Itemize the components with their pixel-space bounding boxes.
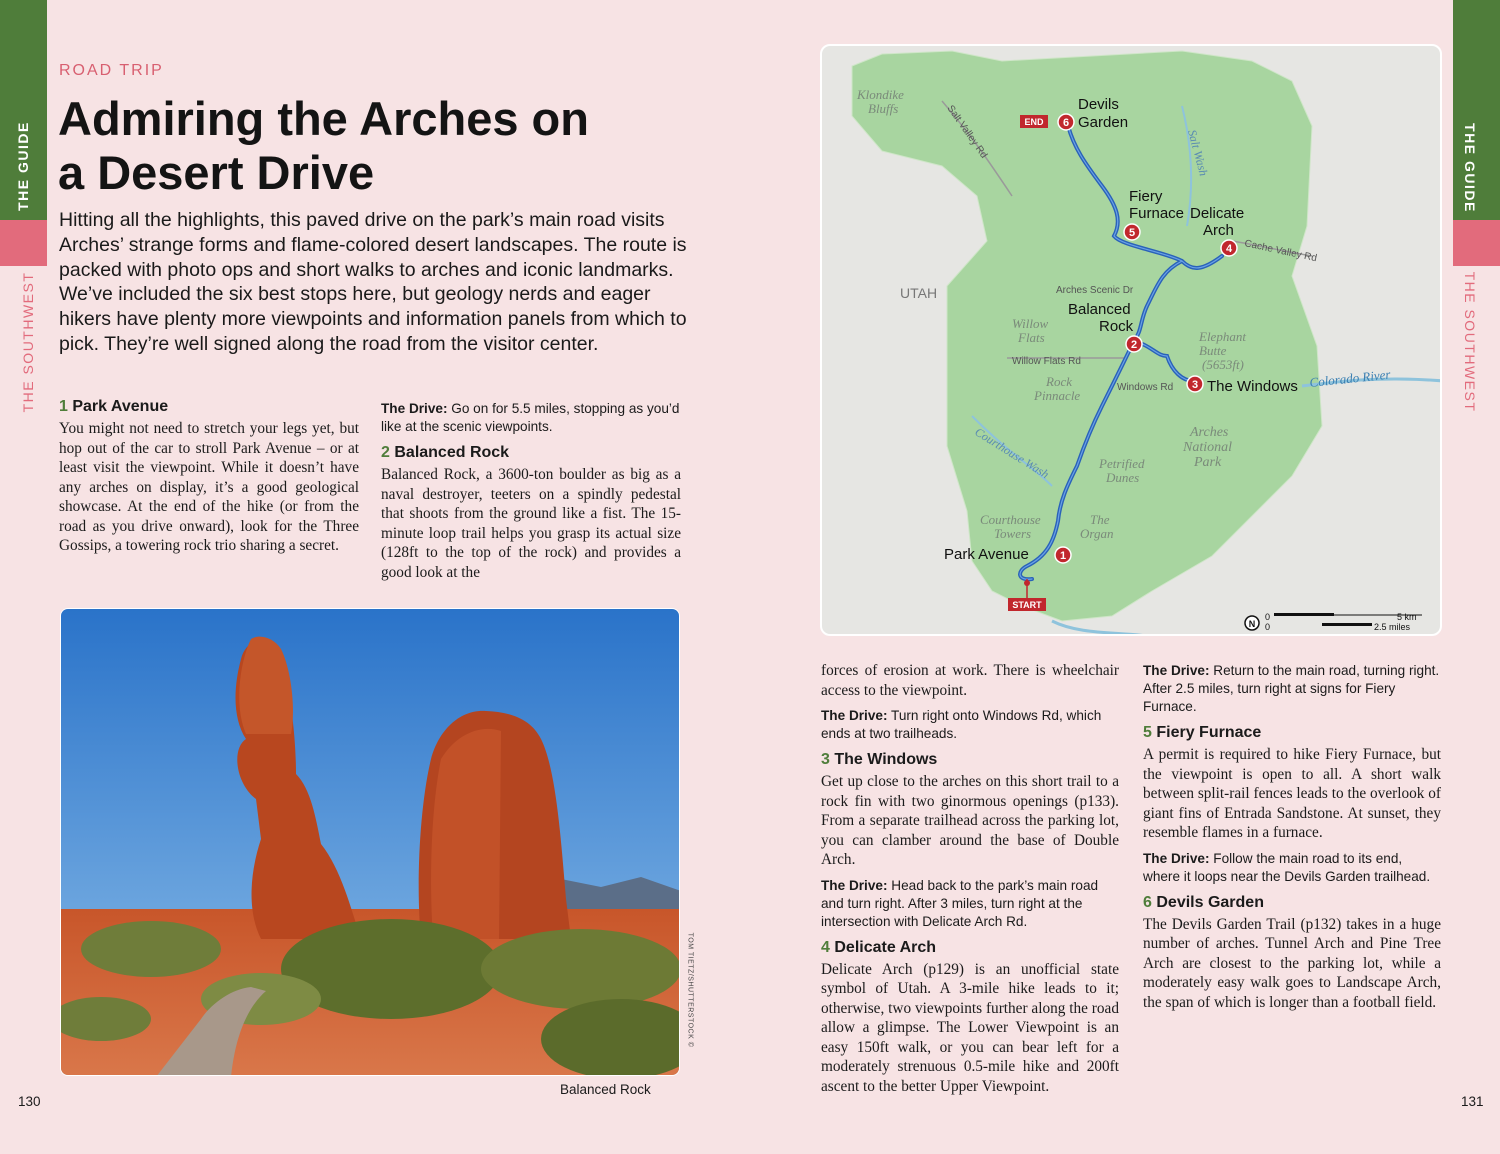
column-stop-1 [59,398,359,556]
column-stop-2 [381,400,681,582]
stop-name: Balanced Rock [394,444,510,461]
map-label-courthouse-wash: Courthouse Wash [972,424,1052,482]
map-label-dunes: Dunes [1106,470,1140,485]
map-label-organ: Organ [1080,526,1114,541]
svg-text:1: 1 [1059,550,1067,562]
map-label-park-avenue: Park Avenue [944,546,1029,563]
drive-note [381,400,681,436]
stop-body: Delicate Arch (p129) is an unofficial state symbol of Utah. A 3-mile hike leads to it; otherwise, two viewpoints further along the road allow a glimpse. The Lower Viewpoint is an easy 150ft walk, or you can bear left for a moderately strenuous 0.5-mile hike and 200ft ascent to the better Upper Viewpoint. [821,960,1119,1095]
stop-heading [821,939,1119,957]
stop-number: 3 [821,751,830,768]
stop-number: 6 [1143,893,1152,911]
page-number-left: 130 [18,1094,41,1109]
stop-name: Park Avenue [72,398,169,415]
scale-mi: 2.5 miles [1374,622,1411,632]
svg-text:6: 6 [1062,117,1070,129]
column-stop-5-6 [1143,662,1441,1012]
map-label-rock-area: Rock [1046,374,1072,389]
drive-note [1143,850,1441,886]
side-label-guide: THE GUIDE [15,121,31,211]
drive-text: Return to the main road, turning right. After 2.5 miles, turn right at signs for Fiery Furnace. [1143,663,1440,714]
map-label-the-windows: The Windows [1207,378,1298,395]
map-label-courthouse: Courthouse [980,512,1041,527]
map-label-delicate: Delicate [1190,205,1245,222]
map-label-fiery: Fiery [1129,188,1163,205]
map-start-label: START [1012,600,1042,610]
column-stop-3-4 [821,661,1119,1096]
side-label-guide: THE GUIDE [1462,123,1478,213]
stop-name: The Windows [834,751,938,768]
photo-caption: Balanced Rock [560,1082,651,1097]
drive-label: The Drive: [821,877,888,893]
map-label-towers: Towers [994,526,1032,541]
map-label-salt-valley-rd: Salt Valley Rd [944,103,990,161]
stop-name: Devils Garden [1156,893,1264,911]
stop-number: 1 [59,398,68,415]
stop-body: A permit is required to hike Fiery Furnace, but the viewpoint is open to all. A short walk between split-rail fences leads to the overlook of giant fins of Entrada Sandstone. At sunset, they resemble flames in a furnace. [1143,746,1441,841]
stop-heading [1143,724,1441,742]
stop-body: You might not need to stretch your legs yet, but hop out of the car to stroll Park Avenue – or at least visit the viewpoint. While it doesn’t have any arches on display, it’s a good geological showcase. At the end of the hike (or from the road as you drive onward), look for the Three Gossips, a towering rock trio sharing a secret. [59,420,359,554]
svg-text:4: 4 [1225,243,1233,255]
map-label-colorado-river: Colorado River [1308,366,1392,390]
region-tab-background [1453,220,1500,266]
stop-number: 4 [821,938,830,956]
drive-label: The Drive: [1143,850,1210,866]
left-side-tab [0,0,47,1154]
photo-credit: TOM TIETZ/SHUTTERSTOCK © [686,932,694,1048]
map-label-rock: Rock [1099,318,1134,335]
route-map [820,44,1442,636]
map-label-arch: Arch [1203,222,1234,239]
drive-note [821,877,1119,931]
map-label-salt-wash: Salt Wash [1185,128,1211,178]
stop-number: 2 [381,444,390,461]
page-number-right: 131 [1461,1094,1484,1109]
stop-heading [1143,894,1441,912]
drive-note [821,707,1119,743]
drive-label: The Drive: [821,708,888,723]
eyebrow: ROAD TRIP [59,62,164,79]
svg-text:2: 2 [1130,339,1138,351]
map-label-furnace: Furnace [1129,205,1185,222]
svg-text:3: 3 [1191,379,1199,391]
side-label-region: THE SOUTHWEST [1462,271,1478,413]
map-label-butte-height: (5653ft) [1202,357,1244,372]
map-label-balanced: Balanced [1068,301,1131,318]
stop-heading [381,444,681,462]
map-label-arches-scenic-dr: Arches Scenic Dr [1056,285,1134,296]
balanced-rock-illustration [61,609,680,1076]
map-label-arches: Arches [1190,425,1229,440]
drive-label: The Drive: [1143,663,1210,678]
map-label-bluffs: Bluffs [868,101,899,116]
map-label-petrified: Petrified [1099,456,1145,471]
stop-name: Delicate Arch [834,938,937,956]
map-label-the: The [1090,512,1110,527]
scale-km: 5 km [1397,612,1417,622]
map-label-willow: Willow [1012,316,1049,331]
stop-heading [821,751,1119,769]
map-label-cache-valley-rd: Cache Valley Rd [1243,238,1318,265]
drive-note [1143,662,1441,716]
svg-text:5: 5 [1128,227,1136,239]
stop-body: Get up close to the arches on this short trail to a rock fin with two ginormous openings (p133). From a separate trailhead across the parking lot, you can clamber around the base of Double Arch. [821,773,1119,868]
drive-text: Turn right onto Windows Rd, which ends at two trailheads. [821,708,1102,741]
balanced-rock-photo [60,608,680,1076]
drive-text: Follow the main road to its end, where it loops near the Devils Garden trailhead. [1143,850,1431,884]
side-label-region: THE SOUTHWEST [20,271,36,413]
scale-zero-mi: 0 [1265,622,1271,632]
map-label-windows-rd: Windows Rd [1117,382,1174,393]
map-label-national: National [1183,440,1233,455]
stop-body-continued: forces of erosion at work. There is wheelchair access to the viewpoint. [821,662,1119,699]
map-label-willow-flats-rd: Willow Flats Rd [1012,356,1081,367]
scale-zero-km: 0 [1265,612,1271,622]
map-label-flats: Flats [1018,330,1045,345]
map-label-utah: UTAH [900,285,938,301]
route-map-graphic [822,46,1442,636]
map-label-devils: Devils [1078,96,1119,113]
stop-body: The Devils Garden Trail (p132) takes in a huge number of arches. Tunnel Arch and Pine Tree Arch are closest to the parking lot, while a moderately easy walk goes to Landscape Arch, the span of which is longer than a football field. [1143,915,1441,1011]
drive-label: The Drive: [381,401,448,416]
map-label-pinnacle: Pinnacle [1034,388,1081,403]
map-label-park: Park [1194,455,1222,470]
stop-body: Balanced Rock, a 3600-ton boulder as big as a naval destroyer, teeters on a spindly pedestal that shoots from the ground like a fist. The 15-minute loop trail helps you grasp its actual size (128ft to the top of the rock) and provides a good look at the [381,466,681,581]
map-label-klondike: Klondike [857,87,904,102]
stop-name: Fiery Furnace [1156,724,1262,741]
stop-number: 5 [1143,724,1152,741]
page-title: Admiring the Arches on a Desert Drive [58,92,589,199]
drive-text: Go on for 5.5 miles, stopping as you’d like at the scenic viewpoints. [381,401,680,434]
map-label-butte: Butte [1199,343,1227,358]
drive-text: Head back to the park’s main road and turn right. After 3 miles, turn right at the intersection with Delicate Arch Rd. [821,877,1099,929]
map-label-garden: Garden [1078,114,1129,131]
map-label-elephant: Elephant [1199,329,1246,344]
right-side-tab [1453,0,1500,1154]
map-end-label: END [1024,117,1044,127]
north-arrow-label: N [1248,619,1256,629]
intro-paragraph: Hitting all the highlights, this paved drive on the park’s main road visits Arches’ strange forms and flame-colored desert landscapes. The route is packed with photo ops and short walks to arches and iconic landmarks. We’ve included the six best stops here, but geology nerds and eager hikers have plenty more viewpoints and information panels from which to pick. They’re well signed along the road from the visitor center. [59,209,687,355]
region-tab-background [0,220,47,266]
stop-heading [59,398,359,416]
